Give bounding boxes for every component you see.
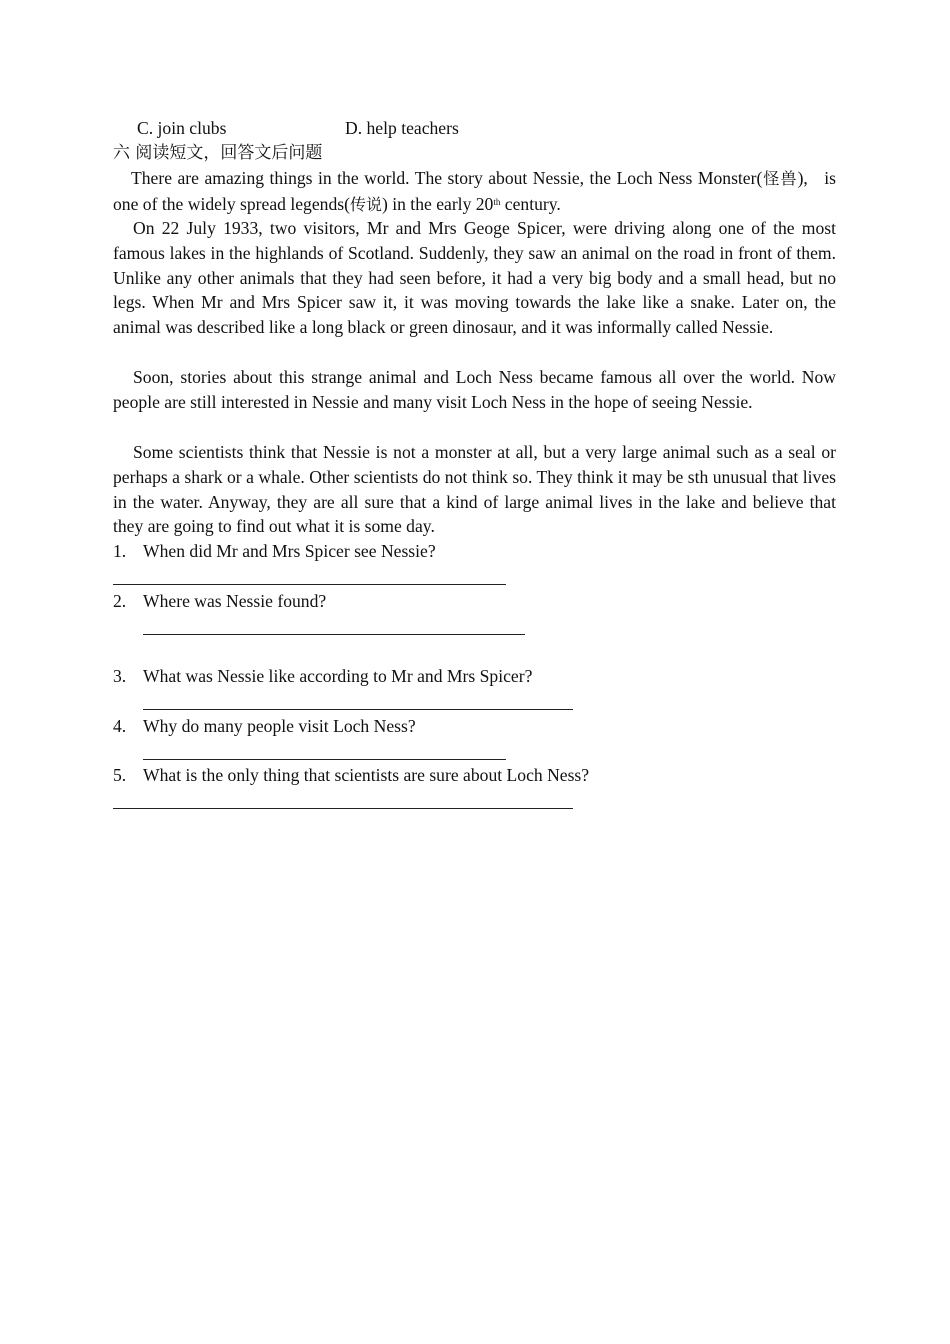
option-c: C. join clubs <box>137 118 227 138</box>
p1-cjk-monster: 怪兽 <box>762 169 798 188</box>
question-4 <box>113 714 416 738</box>
option-d: D. help teachers <box>345 118 459 138</box>
question-4-text: Why do many people visit Loch Ness? <box>143 716 416 736</box>
p1-superscript: th <box>493 196 501 207</box>
question-5-text: What is the only thing that scientists are sure about Loch Ness? <box>143 765 590 785</box>
passage-paragraph-1 <box>113 166 836 218</box>
section-heading: 六 阅读短文，回答文后问题 <box>113 143 323 163</box>
question-5-number: 5. <box>113 765 127 785</box>
p1-cjk-legend: 传说 <box>349 194 382 214</box>
question-3-text: What was Nessie like according to Mr and Mrs Spicer? <box>143 666 533 686</box>
question-4-number: 4. <box>113 716 127 736</box>
answer-line-3[interactable] <box>143 709 573 710</box>
question-3-number: 3. <box>113 666 127 686</box>
passage-paragraph-2: On 22 July 1933, two visitors, Mr and Mrs Geoge Spicer, were driving along one of the most famous lakes in the highlands of Scotland. Suddenly, they saw an animal on the road in front of them. Unlike any other animals that they had seen before, it had a very big body and a small head, but no legs. When Mr and Mrs Spicer saw it, it was moving towards the lake like a snake. Later on, the animal was described like a long black or green dinosaur, and it was informally called Nessie. <box>113 218 836 338</box>
question-1-number: 1. <box>113 541 127 561</box>
question-1-text: When did Mr and Mrs Spicer see Nessie? <box>143 541 436 561</box>
passage-paragraph-4: Some scientists think that Nessie is not a monster at all, but a very large animal such as a seal or perhaps a shark or a whale. Other scientists do not think so. They think it may be sth unusual that lives in the water. Anyway, they are all sure that a kind of large animal lives in the lake and believe that they are going to find out what it is some day. <box>113 442 836 537</box>
passage-paragraph-3: Soon, stories about this strange animal and Loch Ness became famous all over the world. Now people are still interested in Nessie and many visit Loch Ness in the hope of seeing Nessie. <box>113 367 836 412</box>
p1-text-a: There are amazing things in the world. The story about Nessie, the Loch Ness Monster( <box>131 168 763 188</box>
p1-text-b: ), is one of the widely spread legends( <box>113 168 836 214</box>
answer-line-5[interactable] <box>113 808 573 809</box>
p1-text-d: century. <box>500 193 561 214</box>
question-2-text: Where was Nessie found? <box>143 591 327 611</box>
answer-line-4[interactable] <box>143 759 506 760</box>
question-2 <box>113 589 326 613</box>
question-3 <box>113 664 532 688</box>
p1-text-c: ) in the early 20 <box>381 193 494 214</box>
answer-line-2[interactable] <box>143 634 525 635</box>
question-2-number: 2. <box>113 591 127 611</box>
question-5 <box>113 763 589 787</box>
question-1 <box>113 539 436 563</box>
answer-line-1[interactable] <box>113 584 506 585</box>
